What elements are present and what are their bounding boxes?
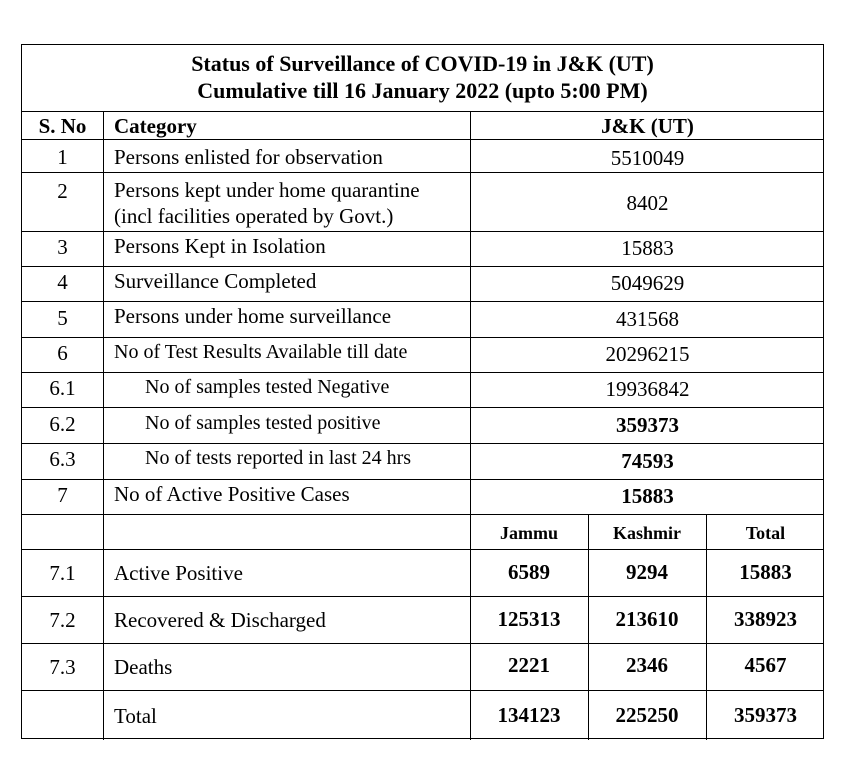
row-value: 5049629 [610, 271, 685, 295]
row-sno: 7.1 [49, 561, 76, 585]
row-category: Active Positive [114, 561, 243, 585]
row-sno: 5 [57, 306, 68, 330]
column-header-total: Total [745, 523, 786, 543]
rule [22, 690, 823, 691]
row-category: Recovered & Discharged [114, 608, 326, 632]
row-value: 8402 [626, 191, 669, 215]
jammu-total: 134123 [497, 703, 561, 727]
row-sno: 6.1 [49, 376, 76, 400]
grand-total: 359373 [734, 703, 797, 727]
row-category-line2: (incl facilities operated by Govt.) [114, 204, 394, 228]
row-category: Persons Kept in Isolation [114, 234, 326, 258]
rule [22, 301, 823, 302]
rule [22, 172, 823, 173]
jammu-value: 6589 [508, 560, 550, 584]
row-sno: 7.3 [49, 655, 76, 679]
column-header-jammu: Jammu [500, 523, 558, 543]
row-value: 359373 [616, 413, 679, 437]
row-category-line1: Persons kept under home quarantine [114, 178, 420, 202]
row-sno: 6 [57, 341, 68, 365]
kashmir-value: 213610 [615, 607, 679, 631]
rule [22, 479, 823, 480]
row-sno: 7.2 [49, 608, 76, 632]
rule [22, 266, 823, 267]
row-category: Persons enlisted for observation [114, 145, 383, 169]
kashmir-value: 9294 [626, 560, 668, 584]
header-value: J&K (UT) [601, 114, 694, 138]
header-category: Category [114, 114, 197, 138]
row-sno: 2 [57, 179, 68, 203]
row-category: No of tests reported in last 24 hrs [145, 447, 412, 469]
row-category: Persons under home surveillance [114, 304, 392, 328]
table-title-line2: Cumulative till 16 January 2022 (upto 5:00 PM) [197, 78, 648, 103]
total-value: 338923 [734, 607, 797, 631]
rule [22, 372, 823, 373]
row-category: Deaths [114, 655, 173, 679]
jammu-value: 2221 [508, 653, 550, 677]
row-category: No of Test Results Available till date [114, 341, 408, 363]
row-value: 74593 [621, 449, 674, 473]
total-label: Total [114, 704, 157, 728]
rule [22, 111, 823, 112]
kashmir-value: 2346 [626, 653, 668, 677]
row-value: 15883 [621, 484, 674, 508]
row-sno: 3 [57, 235, 68, 259]
row-category: Surveillance Completed [114, 269, 317, 293]
table-title-line1: Status of Surveillance of COVID-19 in J&K (UT) [191, 51, 654, 76]
row-value: 431568 [616, 307, 679, 331]
rule [22, 514, 823, 515]
row-category: No of Active Positive Cases [114, 482, 350, 506]
rule [22, 643, 823, 644]
jammu-value: 125313 [497, 607, 561, 631]
rule [22, 596, 823, 597]
header-sno: S. No [38, 114, 87, 138]
kashmir-total: 225250 [615, 703, 679, 727]
row-sno: 7 [57, 483, 68, 507]
row-sno: 1 [57, 145, 68, 169]
rule [22, 407, 823, 408]
rule [22, 139, 823, 140]
row-category: No of samples tested positive [145, 412, 381, 434]
row-value: 5510049 [610, 146, 685, 170]
total-value: 15883 [739, 560, 792, 584]
total-value: 4567 [744, 653, 787, 677]
row-value: 20296215 [605, 342, 690, 366]
rule [22, 443, 823, 444]
rule [22, 549, 823, 550]
row-category: No of samples tested Negative [145, 376, 390, 398]
row-value: 19936842 [605, 377, 690, 401]
rule [22, 231, 823, 232]
row-sno: 6.3 [49, 447, 76, 471]
row-sno: 4 [57, 270, 68, 294]
row-value: 15883 [621, 236, 674, 260]
rule [22, 337, 823, 338]
row-sno: 6.2 [49, 412, 76, 436]
column-header-kashmir: Kashmir [612, 523, 681, 543]
covid-surveillance-table [21, 44, 824, 739]
column-rule [103, 111, 104, 740]
